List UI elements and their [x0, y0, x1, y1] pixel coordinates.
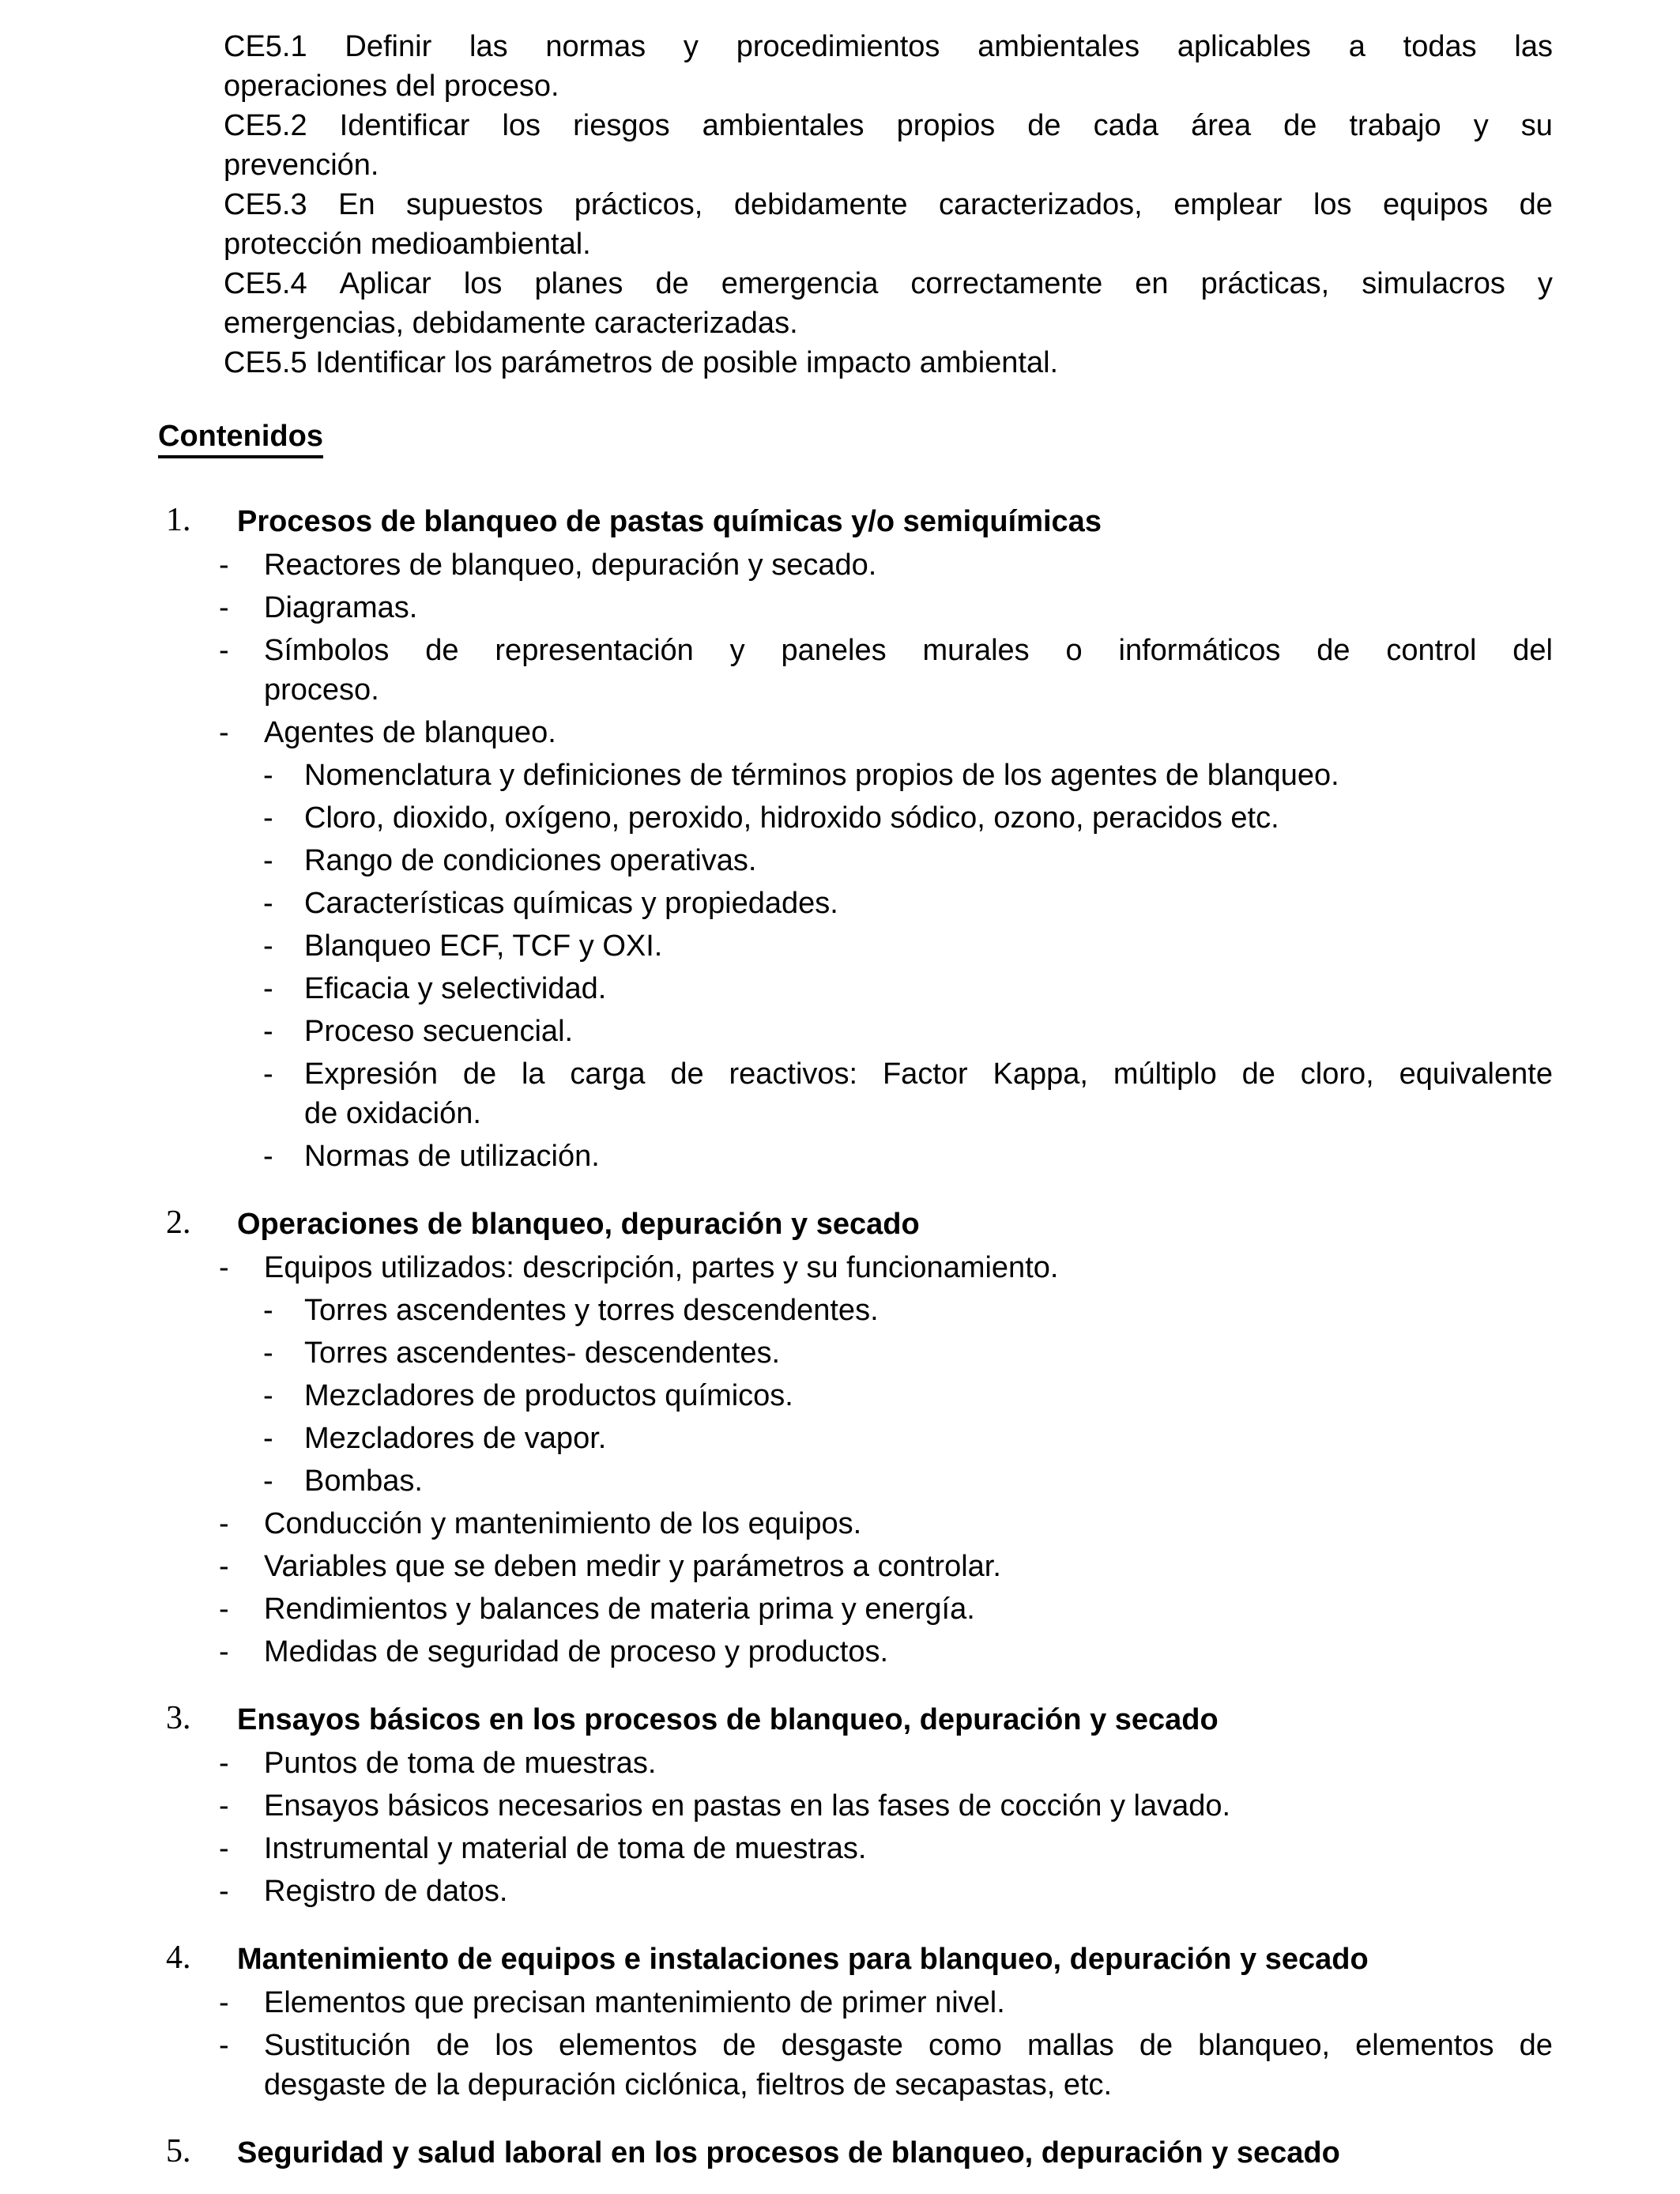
- text-line-justified: [224, 185, 1553, 224]
- section-title: Operaciones de blanqueo, depuración y secado: [237, 1208, 920, 1241]
- contents-heading-text: Contenidos: [158, 419, 323, 458]
- text-line: de oxidación.: [304, 1097, 481, 1130]
- intro-paragraphs: [224, 27, 1553, 383]
- bullet-dash: -: [263, 887, 273, 920]
- section-items: [219, 1744, 1553, 1911]
- section-title: Mantenimiento de equipos e instalaciones para blanqueo, depuración y secado: [237, 1943, 1369, 1976]
- bullet-dash: -: [263, 1422, 273, 1455]
- word: elementos: [1355, 2029, 1494, 2062]
- word: todas: [1403, 30, 1477, 63]
- bullet-dash: -: [219, 1986, 229, 2019]
- bullet-dash: -: [219, 2029, 229, 2062]
- paragraph: [224, 106, 1553, 185]
- word: propios: [896, 109, 996, 142]
- section-heading: [166, 2133, 1553, 2173]
- list-item: [219, 1983, 1553, 2022]
- word: de: [1139, 2029, 1173, 2062]
- text-line: Proceso secuencial.: [304, 1015, 574, 1048]
- bullet-dash: -: [219, 634, 229, 667]
- text-line: Nomenclatura y definiciones de términos propios de los agentes de blanqueo.: [304, 759, 1339, 792]
- word: paneles: [781, 634, 887, 667]
- content-section: [166, 1940, 1553, 2105]
- text-line: Cloro, dioxido, oxígeno, peroxido, hidroxido sódico, ozono, peracidos etc.: [304, 801, 1279, 835]
- list-item: [219, 1872, 1553, 1911]
- list-item: [263, 841, 1553, 880]
- word: emplear: [1173, 188, 1283, 221]
- list-item: [263, 926, 1553, 966]
- sections-container: [166, 502, 1553, 2173]
- word: normas: [545, 30, 646, 63]
- word: debidamente: [733, 188, 908, 221]
- word: murales: [922, 634, 1030, 667]
- content-section: [166, 2133, 1553, 2173]
- bullet-dash: -: [263, 759, 273, 792]
- text-line: proceso.: [264, 673, 379, 707]
- list-item: [219, 1504, 1553, 1544]
- section-heading: [166, 1940, 1553, 1979]
- text-line: Agentes de blanqueo.: [264, 716, 556, 749]
- text-line: Mezcladores de vapor.: [304, 1422, 607, 1455]
- list-item: [219, 2026, 1553, 2105]
- bullet-dash: -: [263, 844, 273, 877]
- text-line: Eficacia y selectividad.: [304, 972, 607, 1005]
- list-item: [219, 1632, 1553, 1672]
- bullet-dash: -: [219, 1747, 229, 1780]
- word: de: [1317, 634, 1350, 667]
- word: a: [1348, 30, 1365, 63]
- bullet-dash: -: [263, 1336, 273, 1370]
- bullet-dash: -: [263, 1140, 273, 1173]
- word: los: [463, 267, 503, 300]
- word: o: [1065, 634, 1083, 667]
- section-items: [219, 545, 1553, 1176]
- word: de: [462, 1057, 497, 1091]
- word: supuestos: [406, 188, 544, 221]
- text-line: Normas de utilización.: [304, 1140, 600, 1173]
- text-line: Medidas de seguridad de proceso y productos.: [264, 1635, 889, 1668]
- text-line: Conducción y mantenimiento de los equipos.: [264, 1507, 862, 1540]
- word: carga: [570, 1057, 646, 1091]
- word: En: [338, 188, 375, 221]
- text-line: Variables que se deben medir y parámetros a controlar.: [264, 1550, 1001, 1583]
- paragraph: [224, 264, 1553, 343]
- word: y: [729, 634, 745, 667]
- list-item: [263, 1333, 1553, 1373]
- content-section: [166, 502, 1553, 1176]
- text-line: prevención.: [224, 149, 379, 182]
- word: del: [1512, 634, 1553, 667]
- word: cloro,: [1300, 1057, 1374, 1091]
- bullet-dash: -: [263, 972, 273, 1005]
- list-item: [263, 1419, 1553, 1458]
- bullet-dash: -: [219, 716, 229, 749]
- word: de: [425, 634, 459, 667]
- bullet-dash: -: [219, 1593, 229, 1626]
- word: control: [1386, 634, 1477, 667]
- bullet-dash: -: [219, 1507, 229, 1540]
- word: correctamente: [910, 267, 1103, 300]
- word: los: [495, 2029, 533, 2062]
- text-line: Puntos de toma de muestras.: [264, 1747, 657, 1780]
- text-line: desgaste de la depuración ciclónica, fieltros de secapastas, etc.: [264, 2068, 1113, 2102]
- text-line: Diagramas.: [264, 591, 418, 624]
- list-item: [263, 1291, 1553, 1330]
- paragraph: [224, 27, 1553, 106]
- list-item: [263, 1461, 1553, 1501]
- section-number: 2.: [166, 1204, 191, 1241]
- word: de: [655, 267, 689, 300]
- word: Expresión: [304, 1057, 438, 1091]
- word: Símbolos: [264, 634, 390, 667]
- word: procedimientos: [736, 30, 940, 63]
- bullet-dash: -: [263, 1057, 273, 1091]
- bullet-dash: -: [219, 1832, 229, 1865]
- word: de: [1519, 188, 1553, 221]
- text-line-justified: [224, 264, 1553, 303]
- bullet-dash: -: [263, 929, 273, 963]
- list-item: [219, 1589, 1553, 1629]
- word: de: [670, 1057, 704, 1091]
- bullet-dash: -: [219, 591, 229, 624]
- bullet-dash: -: [263, 1379, 273, 1412]
- text-line: Torres ascendentes y torres descendentes.: [304, 1294, 879, 1327]
- word: riesgos: [573, 109, 670, 142]
- text-line: Bombas.: [304, 1465, 423, 1498]
- word: trabajo: [1349, 109, 1441, 142]
- word: la: [521, 1057, 545, 1091]
- bullet-dash: -: [219, 1635, 229, 1668]
- list-item: [219, 1786, 1553, 1826]
- word: de: [1241, 1057, 1275, 1091]
- bullet-dash: -: [219, 1875, 229, 1908]
- text-line-justified: [304, 1054, 1553, 1094]
- word: de: [1283, 109, 1317, 142]
- word: y: [1473, 109, 1489, 142]
- bullet-dash: -: [263, 1015, 273, 1048]
- bullet-dash: -: [219, 548, 229, 582]
- text-line: Características químicas y propiedades.: [304, 887, 838, 920]
- list-item: [263, 798, 1553, 838]
- word: caracterizados,: [939, 188, 1143, 221]
- text-line: Rendimientos y balances de materia prima y energía.: [264, 1593, 975, 1626]
- text-line: Rango de condiciones operativas.: [304, 844, 757, 877]
- word: los: [502, 109, 541, 142]
- list-item: [263, 969, 1553, 1008]
- content-section: [166, 1700, 1553, 1911]
- list-item: [219, 545, 1553, 585]
- paragraph: [224, 185, 1553, 264]
- text-line: Torres ascendentes- descendentes.: [304, 1336, 781, 1370]
- bullet-dash: -: [219, 1550, 229, 1583]
- section-number: 5.: [166, 2133, 191, 2169]
- word: equivalente: [1399, 1057, 1553, 1091]
- list-item: [219, 588, 1553, 628]
- bullet-dash: -: [263, 801, 273, 835]
- word: área: [1191, 109, 1252, 142]
- list-item: [263, 756, 1553, 795]
- word: CE5.3: [224, 188, 307, 221]
- word: ambientales: [702, 109, 864, 142]
- list-item: [219, 1744, 1553, 1783]
- section-items: [219, 1248, 1553, 1672]
- bullet-dash: -: [219, 1251, 229, 1284]
- text-line: Instrumental y material de toma de muestras.: [264, 1832, 867, 1865]
- word: múltiplo: [1113, 1057, 1217, 1091]
- word: las: [469, 30, 508, 63]
- word: representación: [495, 634, 694, 667]
- text-line: protección medioambiental.: [224, 228, 591, 261]
- text-line: CE5.5 Identificar los parámetros de posible impacto ambiental.: [224, 346, 1059, 379]
- word: de: [435, 2029, 470, 2062]
- bullet-dash: -: [263, 1294, 273, 1327]
- text-line: Ensayos básicos necesarios en pastas en las fases de cocción y lavado.: [264, 1789, 1231, 1823]
- word: desgaste: [781, 2029, 903, 2062]
- word: Definir: [345, 30, 432, 63]
- text-line-justified: [264, 631, 1553, 670]
- list-item: [263, 884, 1553, 923]
- word: CE5.4: [224, 267, 307, 300]
- section-heading: [166, 1700, 1553, 1740]
- word: informáticos: [1118, 634, 1281, 667]
- text-line: Blanqueo ECF, TCF y OXI.: [304, 929, 663, 963]
- bullet-dash: -: [263, 1465, 273, 1498]
- list-item: [219, 1829, 1553, 1868]
- word: equipos: [1383, 188, 1489, 221]
- text-line: Elementos que precisan mantenimiento de primer nivel.: [264, 1986, 1005, 2019]
- word: y: [1537, 267, 1553, 300]
- word: los: [1313, 188, 1352, 221]
- list-item: [263, 1137, 1553, 1176]
- word: emergencia: [721, 267, 879, 300]
- word: y: [683, 30, 699, 63]
- word: Identificar: [339, 109, 470, 142]
- section-title: Ensayos básicos en los procesos de blanqueo, depuración y secado: [237, 1703, 1219, 1736]
- word: aplicables: [1177, 30, 1311, 63]
- word: prácticas,: [1200, 267, 1330, 300]
- word: Sustitución: [264, 2029, 411, 2062]
- list-item: [263, 1012, 1553, 1051]
- word: en: [1135, 267, 1169, 300]
- word: Factor: [882, 1057, 968, 1091]
- text-line: emergencias, debidamente caracterizadas.: [224, 307, 798, 340]
- text-line-justified: [224, 27, 1553, 66]
- section-heading: [166, 1204, 1553, 1244]
- word: mallas: [1026, 2029, 1114, 2062]
- list-item: [219, 713, 1553, 752]
- word: simulacros: [1362, 267, 1505, 300]
- list-item: [263, 1054, 1553, 1133]
- word: Aplicar: [339, 267, 431, 300]
- text-line: Registro de datos.: [264, 1875, 508, 1908]
- word: prácticos,: [574, 188, 703, 221]
- section-title: Procesos de blanqueo de pastas químicas y/o semiquímicas: [237, 505, 1102, 538]
- section-title: Seguridad y salud laboral en los procesos de blanqueo, depuración y secado: [237, 2136, 1340, 2169]
- text-line-justified: [224, 106, 1553, 145]
- word: las: [1514, 30, 1553, 63]
- text-line: Equipos utilizados: descripción, partes y su funcionamiento.: [264, 1251, 1059, 1284]
- section-number: 4.: [166, 1940, 191, 1976]
- word: CE5.2: [224, 109, 307, 142]
- word: planes: [534, 267, 623, 300]
- text-line: Reactores de blanqueo, depuración y secado.: [264, 548, 877, 582]
- list-item: [263, 1376, 1553, 1416]
- word: blanqueo,: [1198, 2029, 1331, 2062]
- bullet-dash: -: [219, 1789, 229, 1823]
- text-line: Mezcladores de productos químicos.: [304, 1379, 793, 1412]
- word: elementos: [558, 2029, 698, 2062]
- word: de: [1027, 109, 1061, 142]
- section-number: 1.: [166, 502, 191, 538]
- contents-heading: [158, 417, 1553, 458]
- text-line-justified: [264, 2026, 1553, 2065]
- content-section: [166, 1204, 1553, 1672]
- section-items: [219, 1983, 1553, 2105]
- word: cada: [1093, 109, 1159, 142]
- list-item: [219, 1547, 1553, 1586]
- list-item: [219, 1248, 1553, 1287]
- word: ambientales: [977, 30, 1140, 63]
- section-number: 3.: [166, 1700, 191, 1736]
- text-line: operaciones del proceso.: [224, 70, 559, 103]
- word: como: [928, 2029, 1002, 2062]
- list-item: [219, 631, 1553, 710]
- word: Kappa,: [993, 1057, 1088, 1091]
- word: de: [1519, 2029, 1553, 2062]
- section-heading: [166, 502, 1553, 541]
- word: su: [1520, 109, 1553, 142]
- word: CE5.1: [224, 30, 307, 63]
- word: de: [722, 2029, 756, 2062]
- paragraph: [224, 343, 1553, 383]
- word: reactivos:: [729, 1057, 858, 1091]
